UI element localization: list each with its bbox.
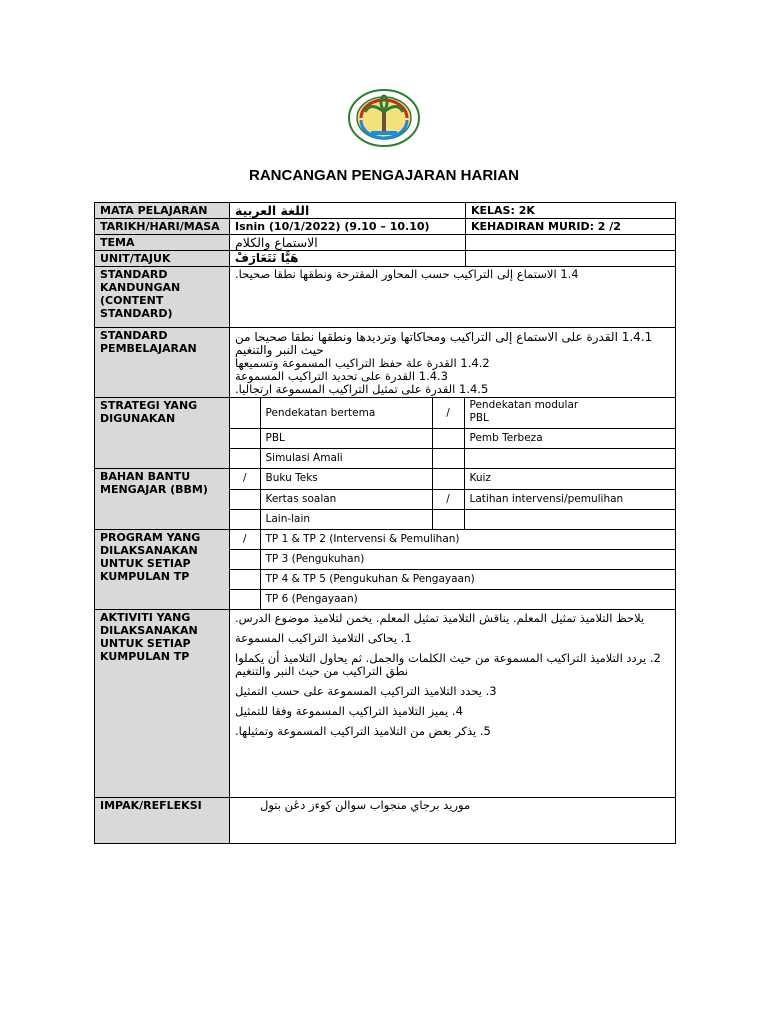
program-option: TP 4 & TP 5 (Pengukuhan & Pengayaan) — [260, 569, 675, 589]
row-mata-pelajaran — [95, 203, 676, 219]
row-bbm — [95, 469, 676, 530]
row-impak — [95, 797, 676, 843]
page-title: RANCANGAN PENGAJARAN HARIAN — [248, 167, 519, 184]
program-mark — [230, 569, 260, 589]
program-mark: / — [230, 530, 260, 550]
row-program — [95, 529, 676, 609]
program-mark — [230, 549, 260, 569]
row-standard-kandungan — [95, 267, 676, 328]
lesson-plan-table — [94, 202, 676, 844]
row-strategi — [95, 398, 676, 469]
strategi-option: Pendekatan modular PBL — [464, 398, 675, 429]
label-strategi: STRATEGI YANG DIGUNAKAN — [95, 398, 230, 469]
bbm-option: Lain-lain — [260, 509, 432, 529]
sp-item: 1.4.3 القدرة على تحديد التراكيب المسموعة — [235, 369, 448, 383]
program-grid — [230, 530, 675, 609]
bbm-mark — [432, 469, 464, 489]
strategi-mark: / — [432, 398, 464, 429]
value-kehadiran: KEHADIRAN MURID: 2 /2 — [466, 219, 676, 235]
aktiviti-item: 2. يردد التلاميذ التراكيب المسموعة من حيث الكلمات والجمل. ثم يحاول التلاميذ أن يكملوا نطق التراكيب من حيث النبر والتنغيم — [235, 650, 661, 678]
label-tarikh: TARIKH/HARI/MASA — [95, 219, 230, 235]
aktiviti-item: 4. يميز التلاميذ التراكيب المسموعة وفقا للتمثيل — [235, 703, 463, 718]
strategi-grid — [230, 398, 675, 468]
value-unit: هَيَّا نَتَعَارَفْ — [230, 251, 466, 267]
strategi-mark — [432, 429, 464, 449]
sp-item: 1.4.5 القدرة على تمثيل التراكيب المسموعة ارتجاليا. — [235, 382, 489, 396]
value-tarikh: Isnin (10/1/2022) (9.10 – 10.10) — [230, 219, 466, 235]
label-standard-pembelajaran: STANDARD PEMBELAJARAN — [95, 328, 230, 398]
bbm-mark — [230, 509, 260, 529]
school-logo — [347, 88, 421, 148]
row-unit — [95, 251, 676, 267]
bbm-option: Buku Teks — [260, 469, 432, 489]
strategi-option: Pemb Terbeza — [464, 429, 675, 449]
bbm-option: Latihan intervensi/pemulihan — [464, 489, 675, 509]
bbm-option — [464, 509, 675, 529]
strategi-mark — [230, 429, 260, 449]
bbm-mark — [230, 489, 260, 509]
aktiviti-item: 3. يحدد التلاميذ التراكيب المسموعة على حسب التمثيل — [235, 683, 497, 698]
strategi-option: PBL — [260, 429, 432, 449]
row-standard-pembelajaran — [95, 328, 676, 398]
program-option: TP 1 & TP 2 (Intervensi & Pemulihan) — [260, 530, 675, 550]
program-option: TP 3 (Pengukuhan) — [260, 549, 675, 569]
aktiviti-item: 5. يذكر بعض من التلاميذ التراكيب المسموعة وتمثيلها. — [235, 723, 491, 738]
label-aktiviti: AKTIVITI YANG DILAKSANAKAN UNTUK SETIAP KUMPULAN TP — [95, 609, 230, 797]
value-impak — [230, 797, 676, 843]
value-tema: الاستماع والكلام — [230, 235, 466, 251]
row-tema — [95, 235, 676, 251]
value-kelas: KELAS: 2K — [466, 203, 676, 219]
bbm-option: Kuiz — [464, 469, 675, 489]
strategi-mark — [230, 398, 260, 429]
bbm-mark — [432, 509, 464, 529]
program-option: TP 6 (Pengayaan) — [260, 589, 675, 609]
impak-text: موريد برجاي منجواب سوالن كوءز دڠن بتول — [260, 797, 471, 812]
aktiviti-item: 1. يحاكى التلاميذ التراكيب المسموعة — [235, 630, 412, 645]
value-mata-pelajaran: اللغة العربية — [230, 203, 466, 219]
bbm-grid — [230, 469, 675, 529]
value-standard-pembelajaran — [230, 328, 676, 398]
strategi-mark — [230, 449, 260, 469]
bbm-mark: / — [230, 469, 260, 489]
strategi-option — [464, 449, 675, 469]
label-program: PROGRAM YANG DILAKSANAKAN UNTUK SETIAP KUMPULAN TP — [95, 529, 230, 609]
label-unit: UNIT/TAJUK — [95, 251, 230, 267]
label-impak: IMPAK/REFLEKSI — [95, 797, 230, 843]
strategi-mark — [432, 449, 464, 469]
bbm-mark: / — [432, 489, 464, 509]
aktiviti-item: يلاحظ التلاميذ تمثيل المعلم. يناقش التلاميذ تمثيل المعلم. يخمن لتلاميذ موضوع الدرس. — [235, 610, 645, 625]
value-aktiviti — [230, 609, 676, 797]
strategi-option: Simulasi Amali — [260, 449, 432, 469]
label-mata-pelajaran: MATA PELAJARAN — [95, 203, 230, 219]
strategi-option: Pendekatan bertema — [260, 398, 432, 429]
row-tarikh — [95, 219, 676, 235]
bbm-option: Kertas soalan — [260, 489, 432, 509]
sp-item: 1.4.2 القدرة علة حفظ التراكيب المسموعة وتسميعها — [235, 356, 490, 370]
label-bbm: BAHAN BANTU MENGAJAR (BBM) — [95, 469, 230, 530]
program-mark — [230, 589, 260, 609]
label-standard-kandungan: STANDARD KANDUNGAN (CONTENT STANDARD) — [95, 267, 230, 328]
label-tema: TEMA — [95, 235, 230, 251]
value-standard-kandungan: 1.4 الاستماع إلى التراكيب حسب المحاور المقترحة ونطقها نطقا صحيحا. — [230, 267, 676, 328]
row-aktiviti — [95, 609, 676, 797]
sp-item: 1.4.1 القدرة على الاستماع إلى التراكيب ومحاكاتها وترديدها ونطقها نطقا صحيحا من حيث النبر والتنغيم — [235, 330, 653, 357]
